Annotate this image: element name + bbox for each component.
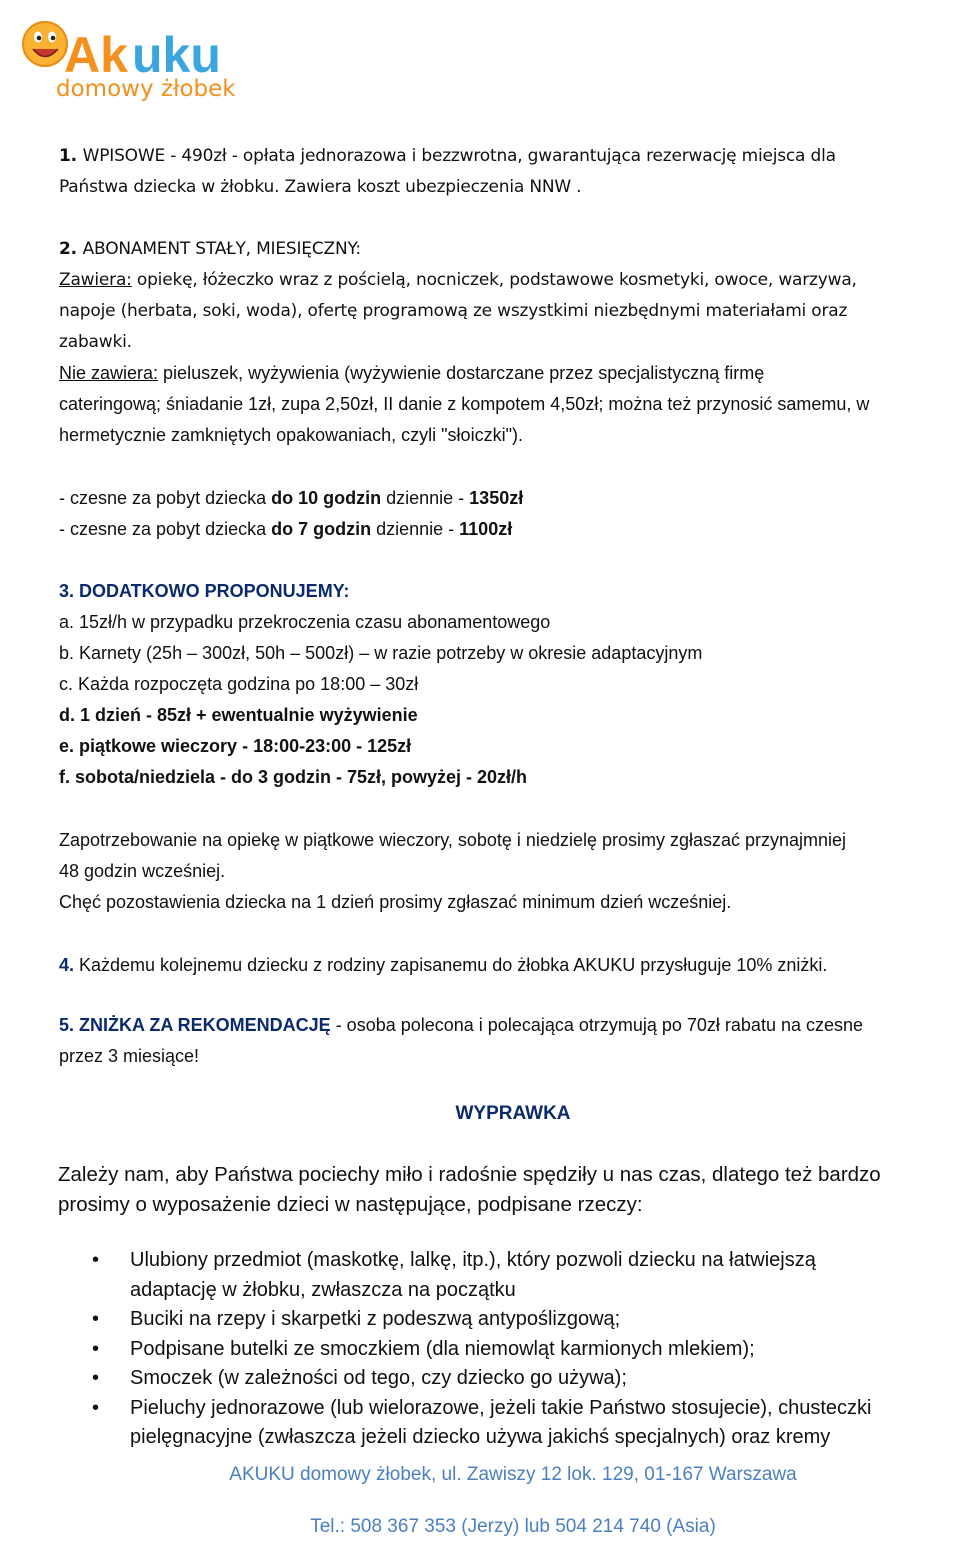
note-line-1: Zapotrzebowanie na opiekę w piątkowe wieczory, sobotę i niedzielę prosimy zgłaszać przynajmniej <box>59 830 847 850</box>
excludes-text-1: pieluszek, wyżywienia (wyżywienie dostarczane przez specjalistyczną firmę <box>158 363 765 383</box>
fee-7-mid: dziennie - <box>371 519 460 539</box>
fee-7-hours-value: do 7 godzin <box>271 519 372 539</box>
note-line-2: 48 godzin wcześniej. <box>59 861 226 881</box>
section-4 <box>59 950 827 981</box>
offer-b: b. Karnety (25h – 300zł, 50h – 500zł) – w razie potrzeby w okresie adaptacyjnym <box>59 643 703 663</box>
item-text: Podpisane butelki ze smoczkiem (dla niemowląt karmionych mlekiem); <box>130 1337 755 1360</box>
excludes-line-3: hermetycznie zamkniętych opakowaniach, czyli "słoiczki"). <box>59 425 523 445</box>
list-item <box>92 1394 960 1453</box>
wyprawka-title: WYPRAWKA <box>455 1103 571 1124</box>
offer-e: e. piątkowe wieczory - 18:00-23:00 - 125zł <box>59 736 412 756</box>
wyprawka-list <box>92 1246 960 1453</box>
section-1-title: WPISOWE - 490zł <box>82 146 227 166</box>
wyprawka-intro-2: prosimy o wyposażenie dzieci w następujące, podpisane rzeczy: <box>58 1193 643 1216</box>
svg-text:Ak: Ak <box>64 27 128 83</box>
fee-7-hours <box>59 514 512 545</box>
section-5-text: - osoba polecona i polecająca otrzymują po 70zł rabatu na czesne <box>330 1015 864 1035</box>
section-5-number: 5. <box>59 1015 80 1035</box>
list-item <box>92 1305 960 1335</box>
section-3-title: 3. DODATKOWO PROPONUJEMY: <box>59 581 350 601</box>
offer-a: a. 15zł/h w przypadku przekroczenia czasu abonamentowego <box>59 612 551 632</box>
item-text-continued: adaptację w żłobku, zwłaszcza na początku <box>130 1278 516 1301</box>
fee-7-label: - czesne za pobyt dziecka <box>59 519 272 539</box>
offer-d: d. 1 dzień - 85zł + ewentualnie wyżywienie <box>59 705 418 725</box>
footer-address: AKUKU domowy żłobek, ul. Zawiszy 12 lok. 129, 01-167 Warszawa <box>229 1464 797 1485</box>
list-item <box>92 1335 960 1365</box>
logo-tagline: domowy żłobek <box>56 76 236 102</box>
section-2-title: ABONAMENT STAŁY, MIESIĘCZNY: <box>82 239 361 259</box>
includes-line-2: napoje (herbata, soki, woda), ofertę programową ze wszystkimi niezbędnymi materiałami oraz <box>59 301 848 321</box>
section-2-heading <box>59 234 361 265</box>
section-5-line-2: przez 3 miesiące! <box>59 1046 200 1066</box>
logo <box>22 10 236 106</box>
section-1-text: - opłata jednorazowa i bezzwrotna, gwarantująca rezerwację miejsca dla <box>226 146 836 166</box>
section-5-line-1 <box>59 1010 863 1041</box>
section-2-number: 2. <box>59 239 83 259</box>
section-4-text: Każdemu kolejnemu dziecku z rodziny zapisanemu do żłobka AKUKU przysługuje 10% zniżki. <box>74 955 828 975</box>
item-text: Buciki na rzepy i skarpetki z podeszwą antypoślizgową; <box>130 1308 621 1330</box>
item-text: Pieluchy jednorazowe (lub wielorazowe, jeżeli takie Państwo stosujecie), chusteczki <box>130 1396 872 1419</box>
offer-f: f. sobota/niedziela - do 3 godzin - 75zł, powyżej - 20zł/h <box>59 767 528 787</box>
wyprawka-intro-1: Zależy nam, aby Państwa pociechy miło i radośnie spędziły u nas czas, dlatego też bardzo <box>58 1163 881 1186</box>
excludes-line-2: cateringową; śniadanie 1zł, zupa 2,50zł, II danie z kompotem 4,50zł; można też przynosić samemu, w <box>59 394 870 414</box>
section-4-number: 4. <box>59 955 75 975</box>
includes-line-3: zabawki. <box>59 332 132 352</box>
section-1-number: 1. <box>59 146 83 166</box>
includes-line-1 <box>59 265 857 296</box>
fee-10-label: - czesne za pobyt dziecka <box>59 488 272 508</box>
item-text: Smoczek (w zależności od tego, czy dziecko go używa); <box>130 1367 627 1389</box>
section-1-line-1 <box>59 141 836 172</box>
note-line-3: Chęć pozostawienia dziecka na 1 dzień prosimy zgłaszać minimum dzień wcześniej. <box>59 892 732 912</box>
includes-label: Zawiera: <box>59 270 132 290</box>
section-1-line-2: Państwa dziecka w żłobku. Zawiera koszt ubezpieczenia NNW . <box>59 177 582 197</box>
fee-10-price: 1350zł <box>469 488 524 508</box>
fee-7-price: 1100zł <box>459 519 513 539</box>
list-item <box>92 1246 960 1305</box>
includes-text-1: opiekę, łóżeczko wraz z pościelą, nocniczek, podstawowe kosmetyki, owoce, warzywa, <box>131 270 857 290</box>
list-item <box>92 1364 960 1394</box>
fee-10-mid: dziennie - <box>381 488 470 508</box>
svg-text:uku: uku <box>132 27 221 83</box>
fee-10-hours <box>59 483 523 514</box>
excludes-line-1 <box>59 358 764 389</box>
item-text-continued: pielęgnacyjne (zwłaszcza jeżeli dziecko używa jakichś specjalnych) oraz kremy <box>130 1426 831 1448</box>
fee-10-hours-value: do 10 godzin <box>271 488 382 508</box>
section-5-title: ZNIŻKA ZA REKOMENDACJĘ <box>79 1015 331 1035</box>
offer-c: c. Każda rozpoczęta godzina po 18:00 – 30zł <box>59 674 419 694</box>
excludes-label: Nie zawiera: <box>59 363 159 383</box>
item-text: Ulubiony przedmiot (maskotkę, lalkę, itp.), który pozwoli dziecku na łatwiejszą <box>130 1249 816 1271</box>
footer-phone: Tel.: 508 367 353 (Jerzy) lub 504 214 740 (Asia) <box>310 1516 716 1537</box>
